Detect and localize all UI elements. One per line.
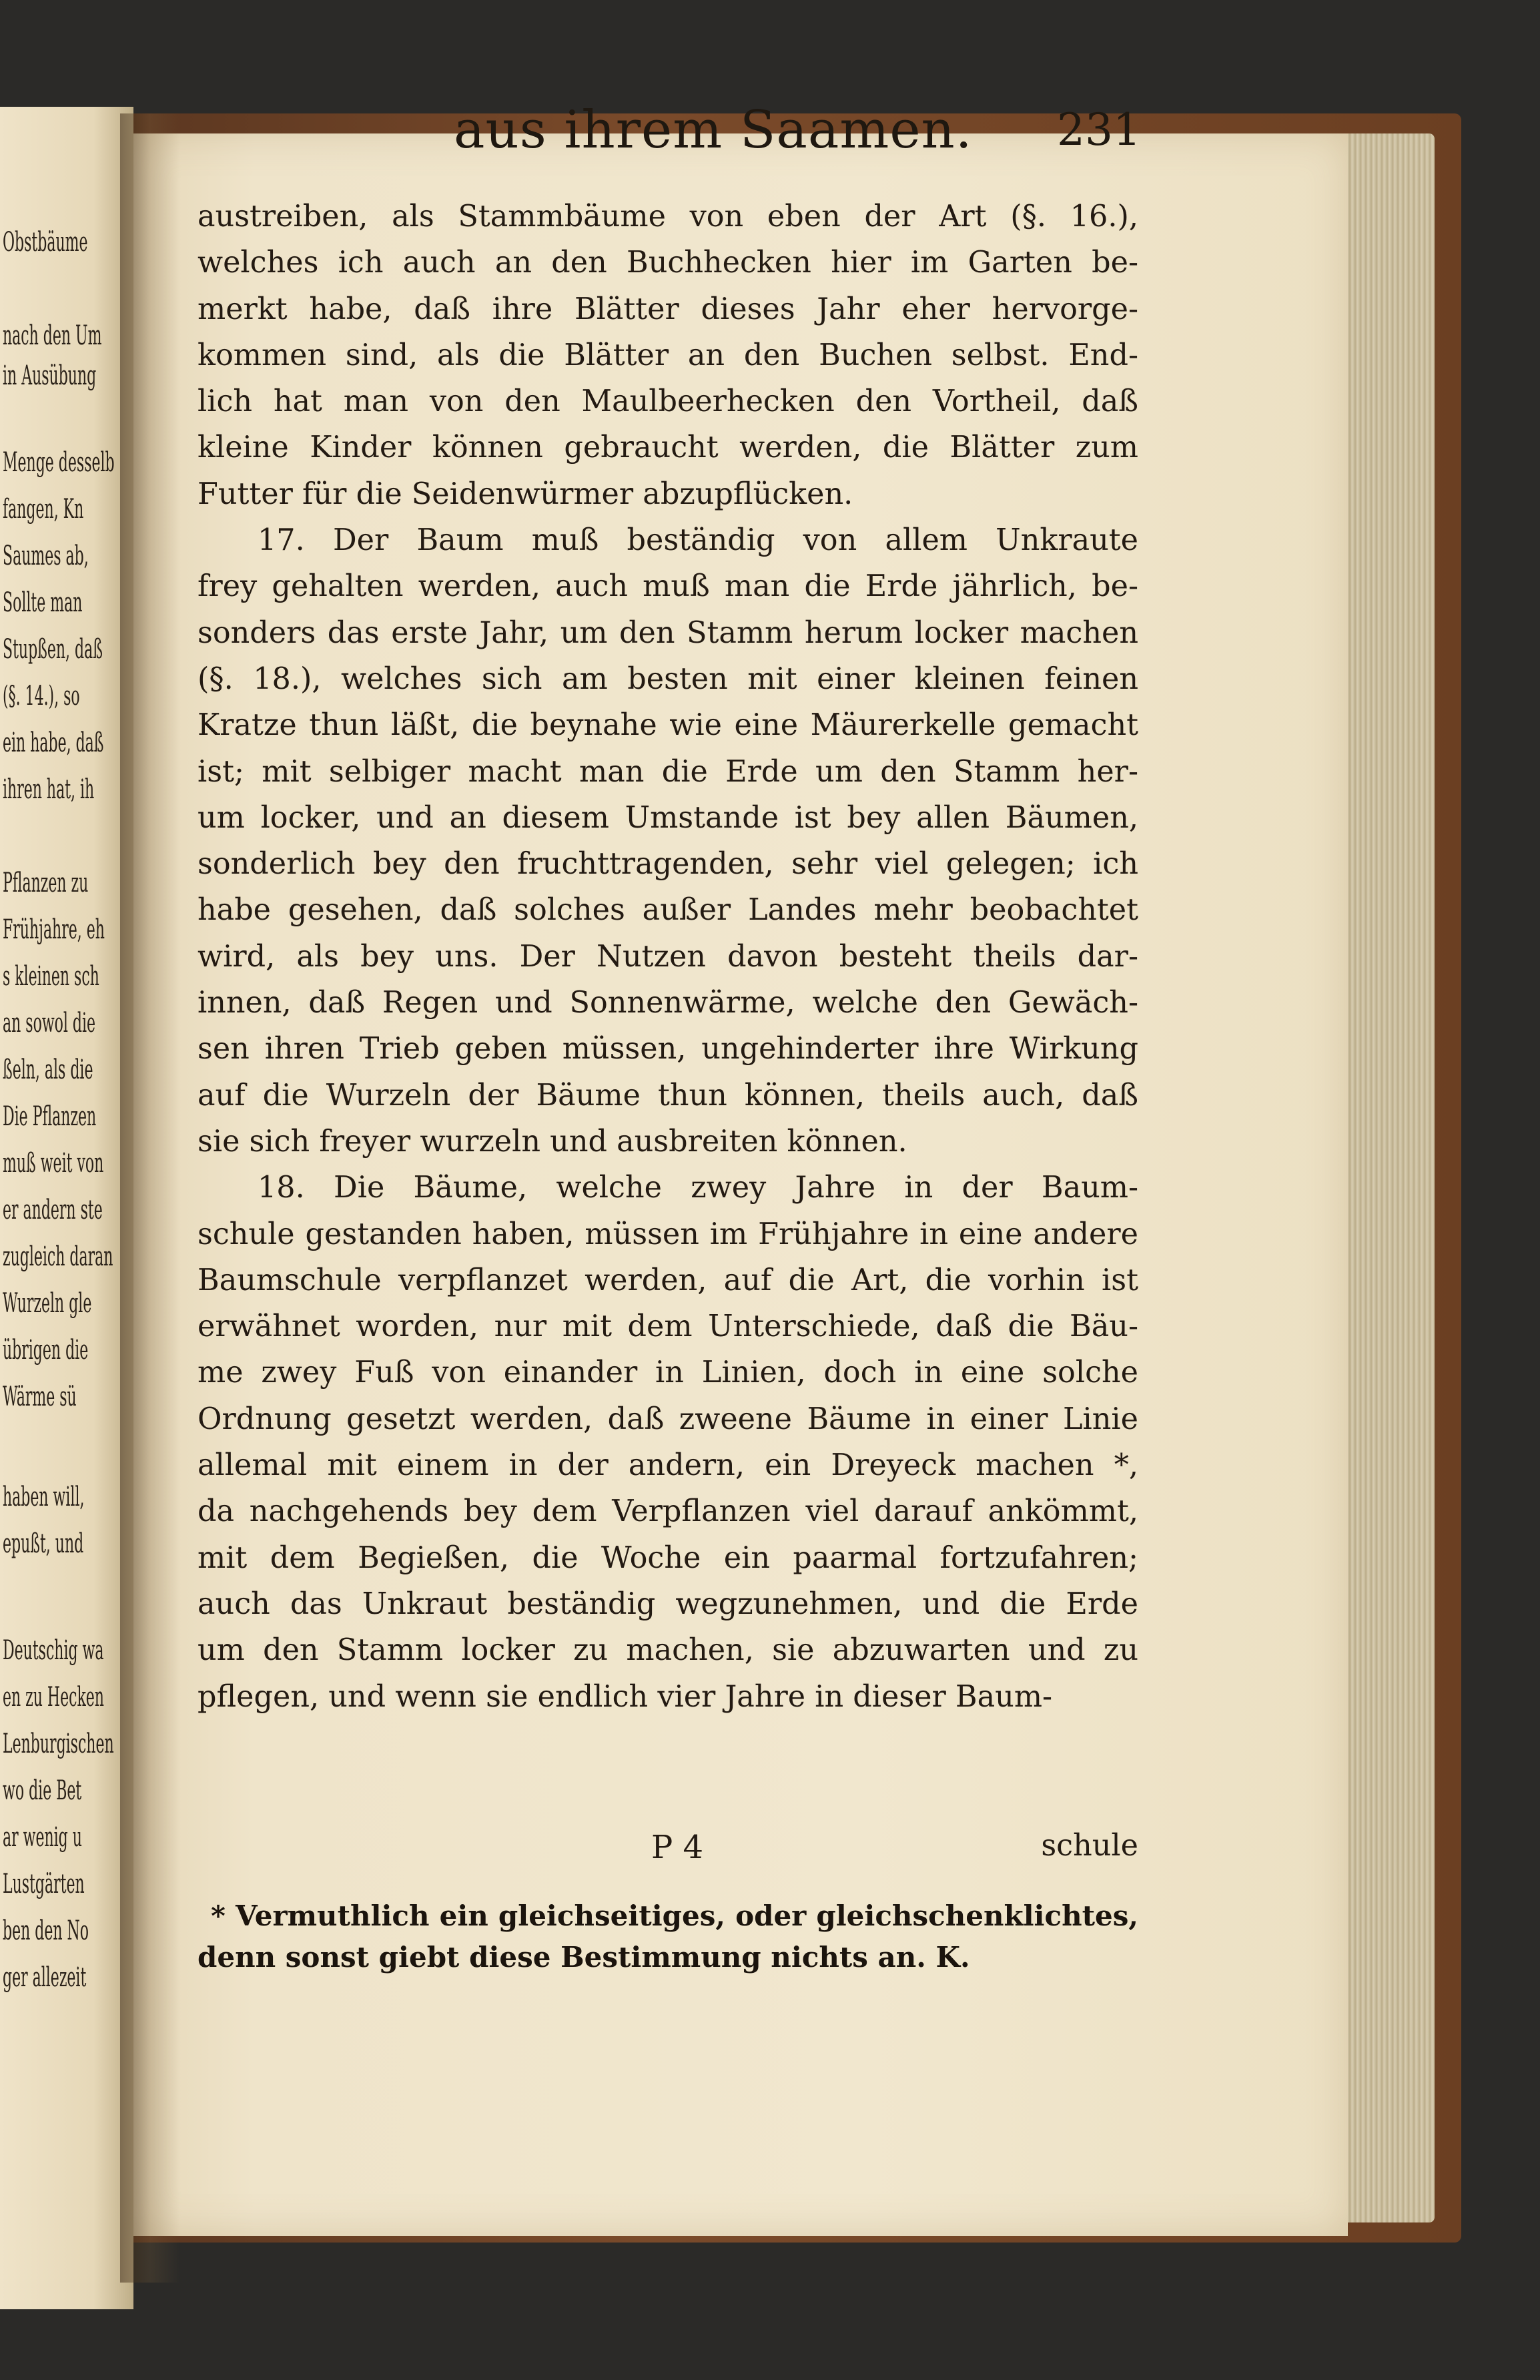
left-page-line: wo die Bet [3, 1775, 82, 1806]
left-page-line: er andern ste [3, 1195, 103, 1225]
left-page-line: ben den No [3, 1915, 89, 1946]
text-line: Kratze thun läßt, die beynahe wie eine Mäurerkelle gemacht [198, 708, 1138, 743]
body-text [198, 194, 1138, 1720]
text-line: wird, als bey uns. Der Nutzen davon besteht theils dar- [198, 939, 1138, 974]
text-line: sonders das erste Jahr, um den Stamm herum locker machen [198, 615, 1138, 650]
text-line: erwähnet worden, nur mit dem Unterschiede, daß die Bäu- [198, 1309, 1138, 1344]
text-line: auf die Wurzeln der Bäume thun können, theils auch, daß [198, 1078, 1138, 1113]
text-line: kleine Kinder können gebraucht werden, die Blätter zum [198, 430, 1138, 465]
text-line: kommen sind, als die Blätter an den Buchen selbst. End- [198, 338, 1138, 372]
text-line: da nachgehends bey dem Verpflanzen viel darauf ankömmt, [198, 1494, 1138, 1529]
left-page-line: ger allezeit [3, 1962, 87, 1993]
text-line: (§. 18.), welches sich am besten mit einer kleinen feinen [198, 661, 1138, 696]
text-line: allemal mit einem in der andern, ein Dreyeck machen *, [198, 1448, 1138, 1483]
signature-row [198, 1829, 1138, 1875]
left-page-line: Frühjahre, eh [3, 914, 105, 945]
left-page-line: fangen, Kn [3, 494, 84, 525]
left-page-line: Die Pflanzen [3, 1101, 97, 1132]
text-line: 18. Die Bäume, welche zwey Jahre in der Baum- [258, 1171, 1138, 1205]
left-page-line: Obstbäume [3, 227, 88, 258]
left-page-line: ihren hat, ih [3, 774, 95, 805]
left-page-line: nach den Um [3, 320, 102, 351]
left-page-line: ar wenig u [3, 1822, 82, 1853]
text-line: sonderlich bey den fruchttragenden, sehr viel gelegen; ich [198, 847, 1138, 882]
left-page-line: en zu Hecken [3, 1682, 104, 1713]
signature-mark: P 4 [651, 1829, 704, 1866]
left-page-line: (§. 14.), so [3, 681, 80, 711]
left-page-line: Menge desselb [3, 447, 115, 478]
text-line: um den Stamm locker zu machen, sie abzuwarten und zu [198, 1633, 1138, 1668]
footnote [198, 1895, 1138, 1978]
left-page-line: zugleich daran [3, 1241, 113, 1272]
running-head [200, 100, 1141, 174]
catchword: schule [1041, 1829, 1138, 1863]
left-page-line: in Ausübung [3, 360, 97, 391]
page-number: 231 [1057, 104, 1141, 156]
text-line: schule gestanden haben, müssen im Frühjahre in eine andere [198, 1217, 1138, 1251]
running-title: aus ihrem Saamen. [454, 100, 973, 160]
left-page-line: s kleinen sch [3, 961, 99, 992]
text-line: um locker, und an diesem Umstande ist bey allen Bäumen, [198, 800, 1138, 835]
text-line: austreiben, als Stammbäume von eben der Art (§. 16.), [198, 200, 1138, 234]
left-page-line: epußt, und [3, 1528, 84, 1559]
left-page-line: Lenburgischen [3, 1729, 114, 1759]
left-page-line: ßeln, als die [3, 1055, 93, 1085]
left-page-line: Sollte man [3, 587, 83, 618]
left-page-line: haben will, [3, 1482, 85, 1512]
left-page-line: Wurzeln gle [3, 1288, 92, 1319]
footnote-line: denn sonst giebt diese Bestimmung nichts an. K. [198, 1941, 970, 1974]
page-edges [1341, 133, 1435, 2222]
text-line: innen, daß Regen und Sonnenwärme, welche den Gewäch- [198, 986, 1138, 1020]
left-page-line: Wärme sü [3, 1382, 77, 1412]
text-line: 17. Der Baum muß beständig von allem Unkraute [258, 523, 1138, 558]
left-page-line: muß weit von [3, 1148, 104, 1179]
text-line: Futter für die Seidenwürmer abzupflücken. [198, 477, 853, 511]
text-line: sen ihren Trieb geben müssen, ungehinderter ihre Wirkung [198, 1032, 1138, 1067]
text-line: merkt habe, daß ihre Blätter dieses Jahr eher hervorge- [198, 292, 1138, 326]
gutter-shadow [120, 113, 180, 2283]
text-line: frey gehalten werden, auch muß man die Erde jährlich, be- [198, 569, 1138, 604]
text-line: mit dem Begießen, die Woche ein paarmal fortzufahren; [198, 1540, 1138, 1575]
left-page-line: Pflanzen zu [3, 868, 89, 898]
left-page-line: Stupßen, daß [3, 634, 103, 665]
left-page-line: Lustgärten [3, 1869, 85, 1899]
footnote-line: * Vermuthlich ein gleichseitiges, oder gleichschenklichtes, [211, 1899, 1138, 1932]
text-line: me zwey Fuß von einander in Linien, doch in eine solche [198, 1356, 1138, 1390]
left-page-line: Deutschig wa [3, 1635, 104, 1666]
left-page-line: übrigen die [3, 1335, 89, 1366]
text-line: ist; mit selbiger macht man die Erde um den Stamm her- [198, 754, 1138, 789]
left-page-line: Saumes ab, [3, 541, 89, 571]
text-line: pflegen, und wenn sie endlich vier Jahre in dieser Baum- [198, 1679, 1053, 1714]
text-line: habe gesehen, daß solches außer Landes mehr beobachtet [198, 893, 1138, 928]
left-page-line: ein habe, daß [3, 727, 104, 758]
left-page-line: an sowol die [3, 1008, 96, 1038]
text-line: Baumschule verpflanzet werden, auf die Art, die vorhin ist [198, 1263, 1138, 1297]
text-line: Ordnung gesetzt werden, daß zweene Bäume in einer Linie [198, 1402, 1138, 1436]
text-line: lich hat man von den Maulbeerhecken den Vortheil, daß [198, 384, 1138, 419]
left-facing-page [0, 107, 133, 2309]
text-line: welches ich auch an den Buchhecken hier im Garten be- [198, 246, 1138, 280]
text-line: sie sich freyer wurzeln und ausbreiten können. [198, 1124, 907, 1159]
text-line: auch das Unkraut beständig wegzunehmen, und die Erde [198, 1586, 1138, 1621]
